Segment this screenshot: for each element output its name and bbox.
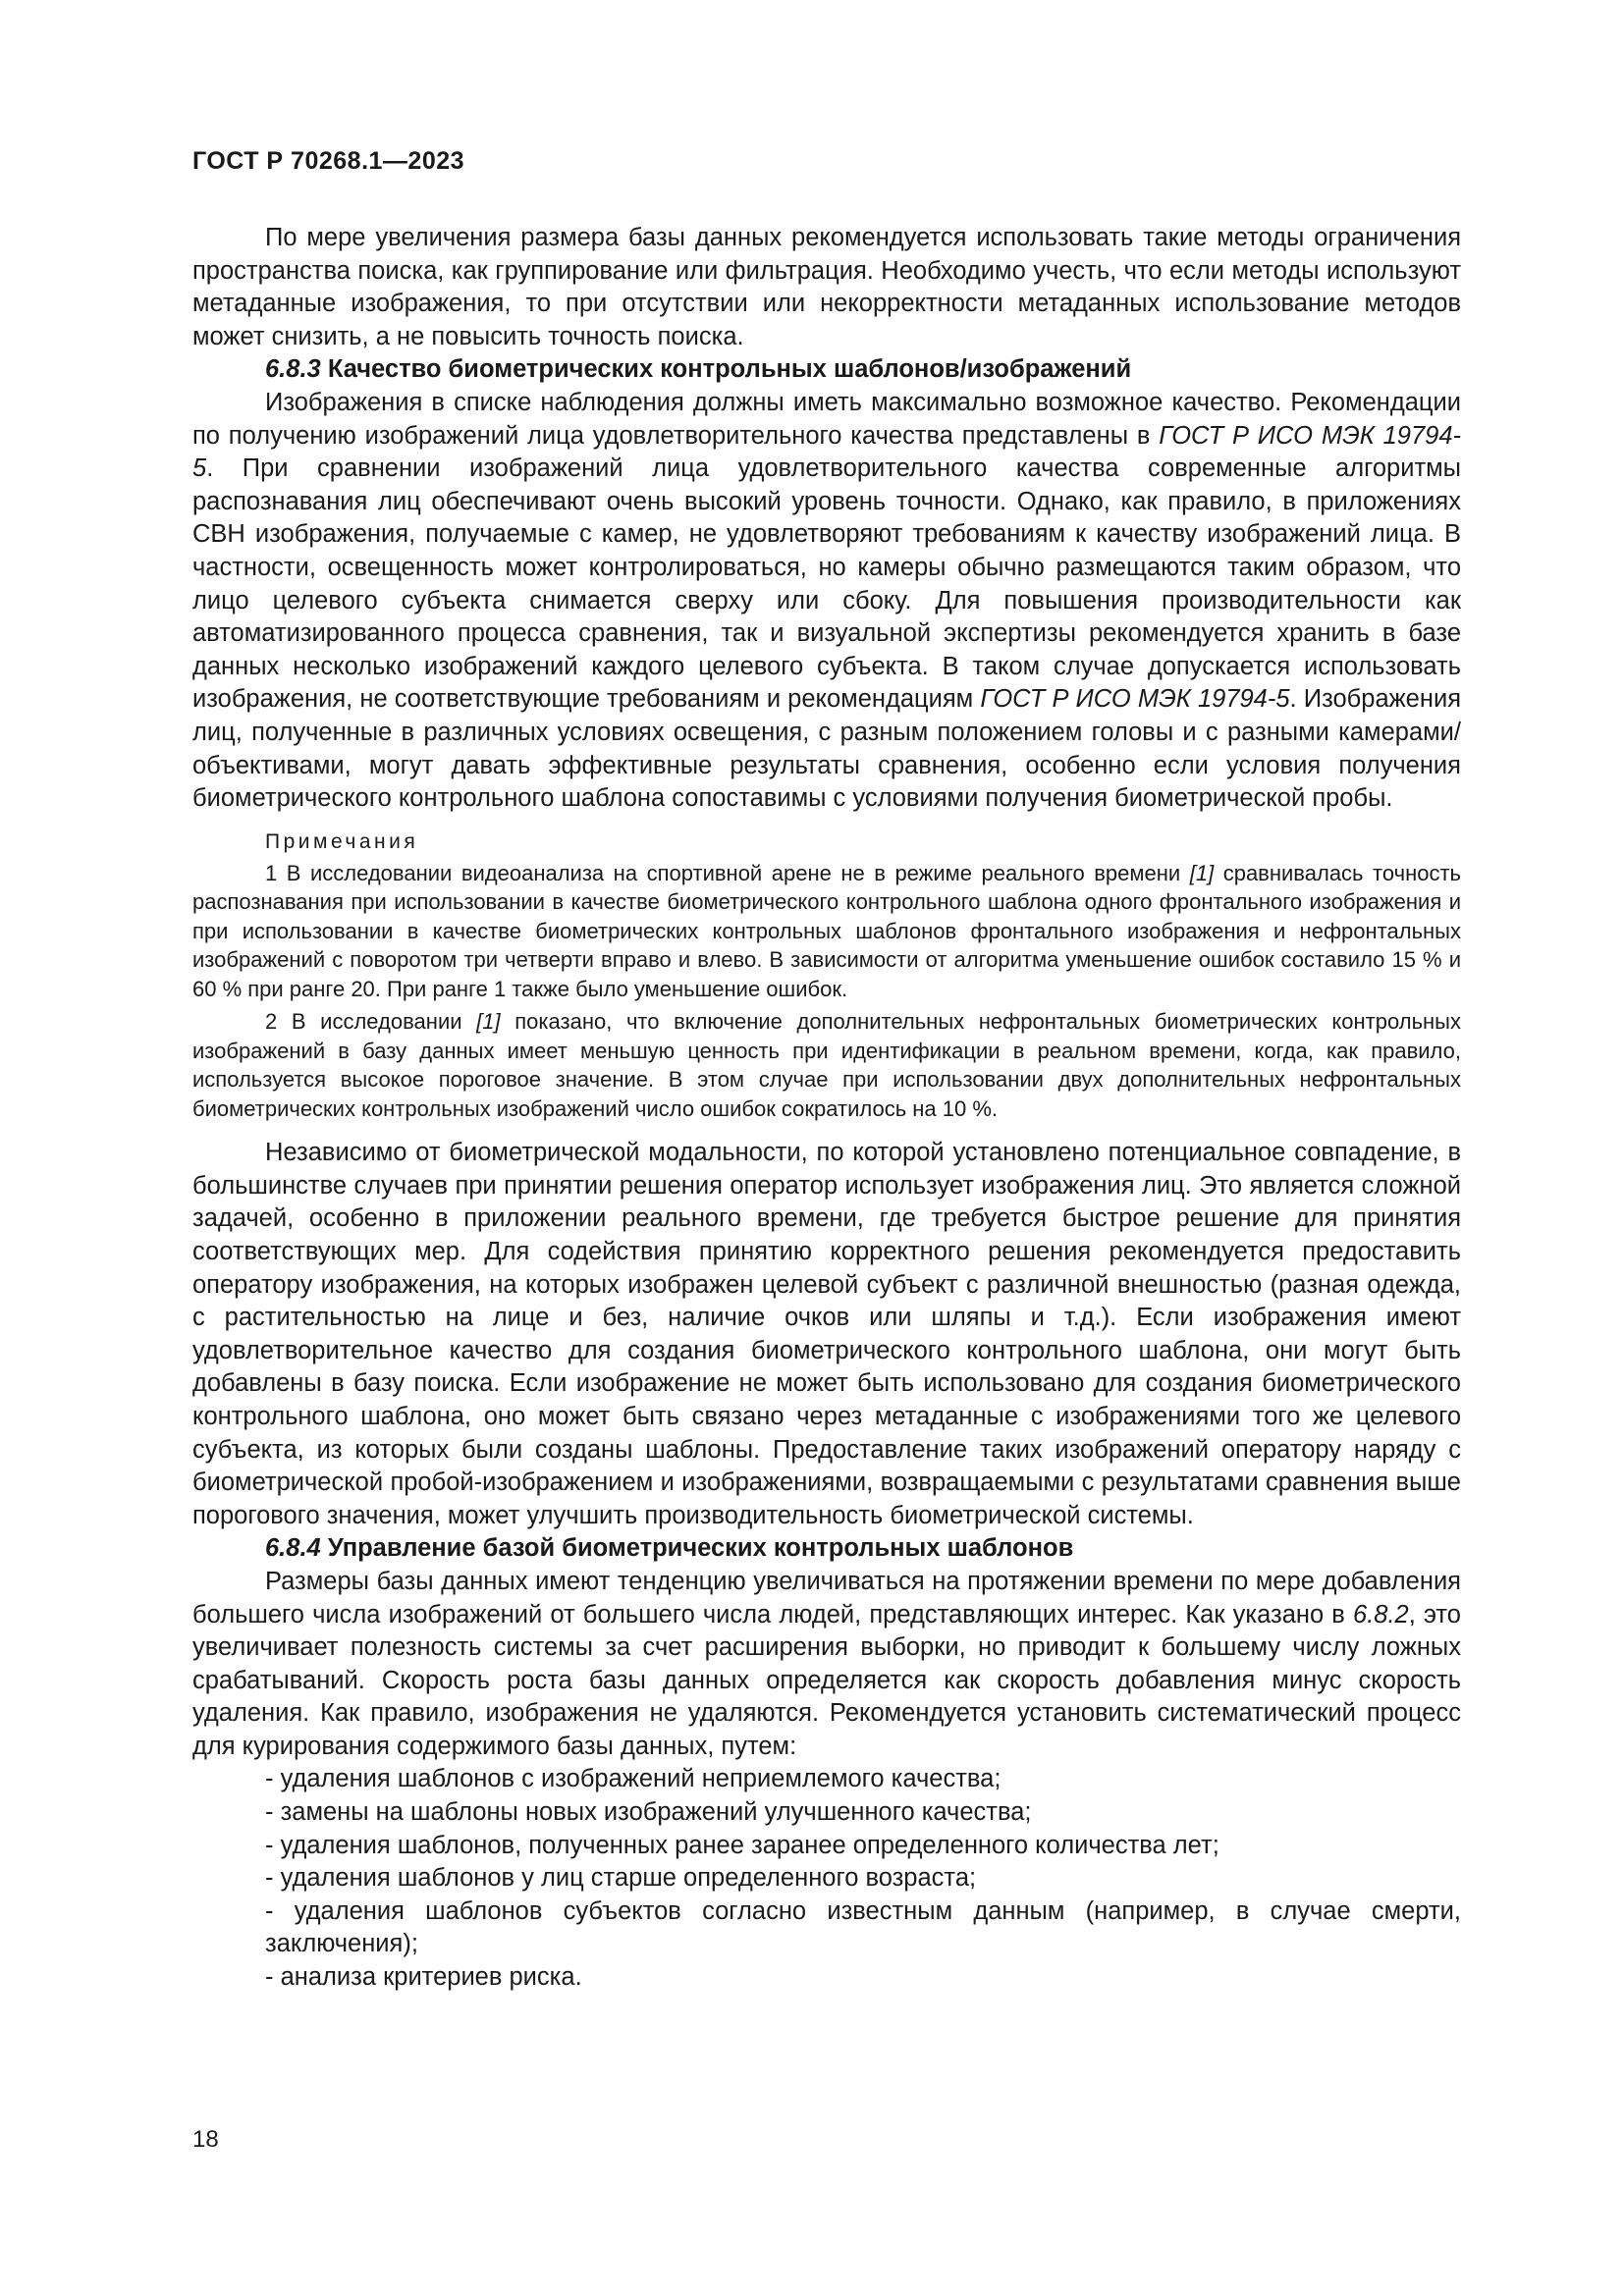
text-run: . Изображения лиц, полученные в различных условиях освещения, с разным положением головы и с разными камерами/объективами, могут давать эффективные результаты сравнения, особенно если условия получения биометрического контрольного шаблона сопоставимы с условиями получения биометрической пробы. (192, 685, 1462, 813)
page-number: 18 (192, 2126, 219, 2153)
paragraph-search-space: По мере увеличения размера базы данных рекомендуется использовать такие методы ограничения пространства поиска, как группирование или фильтрация. Необходимо учесть, что если методы используют метаданные изображения, то при отсутствии или некорректности метаданных использование методов может снизить, а не повысить точность поиска. (192, 224, 1461, 350)
list-item: - удаления шаблонов субъектов согласно известным данным (например, в случае смерти, заключения); (265, 1896, 1461, 1958)
section-number: 6.8.4 (265, 1534, 321, 1563)
note-2 (192, 1007, 1461, 1123)
notes-title: Примечания (265, 829, 419, 853)
note-1 (192, 859, 1461, 1004)
paragraph-operator-decision: Независимо от биометрической модальности, по которой установлено потенциальное совпадение, в большинстве случаев при принятии решения оператор использует изображения лиц. Это является сложной задачей, особенно в приложении реального времени, где требуется быстрое решение для принятия соответствующих мер. Для содействия принятию корректного решения рекомендуется предоставить оператору изображения, на которых изображен целевой субъект с различной внешностью (разная одежда, с растительностью на лице и без, наличие очков или шляпы и т.д.). Если изображения имеют удовлетворительное качество для создания биометрического контрольного шаблона, они могут быть добавлены в базу поиска. Если изображение не может быть использовано для создания биометрического контрольного шаблона, оно может быть связано через метаданные с изображениями того же целевого субъекта, из которых были созданы шаблоны. Предоставление таких изображений оператору наряду с биометрической пробой-изображением и изображениями, возвращаемыми с результатами сравнения выше порогового значения, может улучшить производительность биометрической системы. (192, 1139, 1461, 1529)
section-title: Качество биометрических контрольных шаблонов/изображений (327, 355, 1132, 384)
paragraph-database-management (192, 1566, 1461, 1764)
list-item: - анализа критериев риска. (265, 1963, 582, 1992)
text-run: 1 В исследовании видеоанализа на спортивной арене не в режиме реального времени (265, 860, 1190, 885)
text-run: Размеры базы данных имеют тенденцию увеличиваться на протяжении времени по мере добавления большего числа изображений от большего числа людей, представляющих интерес. Как указано в (192, 1567, 1461, 1629)
paragraph-image-quality (192, 387, 1461, 816)
section-heading-6-8-4 (192, 1532, 1461, 1566)
document-body (192, 222, 1461, 1995)
list-item: - замены на шаблоны новых изображений улучшенного качества; (265, 1798, 1032, 1827)
text-run: 2 В исследовании (265, 1009, 477, 1035)
list-item: - удаления шаблонов с изображений неприемлемого качества; (265, 1765, 1001, 1793)
reference-gost: ГОСТ Р ИСО МЭК 19794-5 (980, 685, 1290, 714)
notes-block (192, 828, 1461, 1124)
text-run: показано, что включение дополнительных нефронтальных биометрических контрольных изображений в базу данных имеет меньшую ценность при идентификации в реальном времени, когда, как правило, используется высокое пороговое значение. В этом случае при использовании двух дополнительных нефронтальных биометрических контрольных изображений число ошибок сократилось на 10 %. (192, 1009, 1461, 1121)
section-heading-6-8-3 (192, 353, 1461, 387)
list-item: - удаления шаблонов у лиц старше определенного возраста; (265, 1864, 977, 1893)
text-run: сравнивалась точность распознавания при использовании в качестве биометрического контрольного шаблона одного фронтального изображения и при использовании в качестве биометрических контрольных шаблонов фронтального изображения и нефронтальных изображений с поворотом три четверти вправо и влево. В зависимости от алгоритма уменьшение ошибок составило 15 % и 60 % при ранге 20. При ранге 1 также было уменьшение ошибок. (192, 860, 1461, 1001)
reference-bib: [1] (476, 1009, 501, 1035)
text-run: . При сравнении изображений лица удовлетворительного качества современные алгоритмы распознавания лиц обеспечивают очень высокий уровень точности. Однако, как правило, в приложениях СВН изображения, получаемые с камер, не удовлетворяют требованиям к качеству изображений лица. В частности, освещенность может контролироваться, но камеры обычно размещаются таким образом, что лицо целевого субъекта снимается сверху или сбоку. Для повышения производительности как автоматизированного процесса сравнения, так и визуальной экспертизы рекомендуется хранить в базе данных несколько изображений каждого целевого субъекта. В таком случае допускается использовать изображения, не соответствующие требованиям и рекомендациям (192, 454, 1461, 714)
reference-gost: ГОСТ Р ИСО МЭК 19794-5 (192, 421, 1461, 483)
text-run: , это увеличивает полезность системы за счет расширения выборки, но приводит к большему числу ложных срабатываний. Скорость роста базы данных определяется как скорость добавления минус скорость удаления. Как правило, изображения не удаляются. Рекомендуется установить систематический процесс для курирования содержимого базы данных, путем: (192, 1600, 1461, 1760)
section-title: Управление базой биометрических контрольных шаблонов (327, 1534, 1074, 1563)
text-run: Изображения в списке наблюдения должны иметь максимально возможное качество. Рекомендации по получению изображений лица удовлетворительного качества представлены в (192, 388, 1461, 450)
section-number: 6.8.3 (265, 355, 321, 384)
reference-bib: [1] (1189, 860, 1215, 885)
document-header: ГОСТ Р 70268.1—2023 (192, 147, 465, 175)
document-page (192, 0, 1461, 2296)
reference-section: 6.8.2 (1353, 1600, 1409, 1629)
list-item: - удаления шаблонов, полученных ранее заранее определенного количества лет; (265, 1831, 1219, 1859)
